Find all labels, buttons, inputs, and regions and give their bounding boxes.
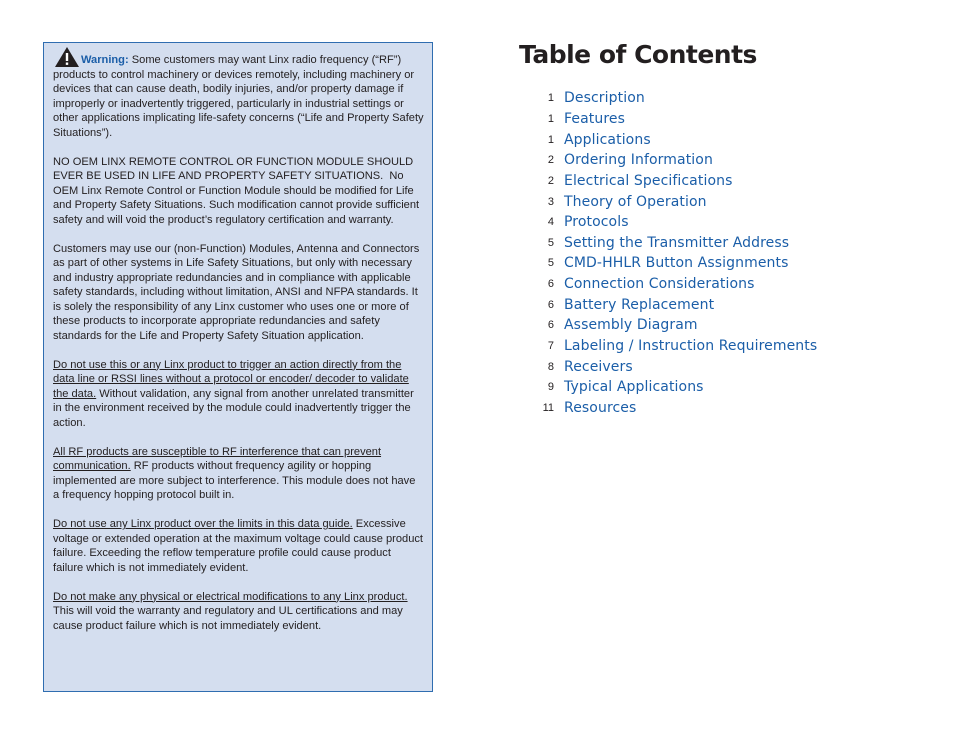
toc-page-number: 4 xyxy=(547,216,554,229)
toc-page-number: 6 xyxy=(547,278,554,291)
toc-entry xyxy=(530,191,850,212)
toc-page-number: 2 xyxy=(547,174,554,187)
toc-page-number: 1 xyxy=(547,112,554,125)
customers-paragraph: Customers may use our (non-Function) Modules, Antenna and Connectors as part of other systems in Life Safety Situations, but only with necessary and industry appropriate redundancies and in compliance with applicable safety standards, including without limitation, ANSI and NFPA standards. It is solely the responsibility of any Linx customer who uses one or more of these products to incorporate appropriate redundancies and safety standards for the Life and Property Safety Situation application. xyxy=(53,242,420,342)
toc-page-number: 2 xyxy=(547,154,554,167)
toc-entry xyxy=(530,336,850,357)
toc-entry xyxy=(530,315,850,336)
warning-label: Warning: xyxy=(81,54,129,66)
rf-body: RF products without frequency agility or hopping implemented are more subject to interference. This module does not have a frequency hopping protocol built in. xyxy=(53,460,416,501)
toc-link-receivers[interactable]: Receivers xyxy=(564,358,633,375)
toc-link-applications[interactable]: Applications xyxy=(564,131,651,148)
oem-body: No OEM Linx Remote Control or Function Module should be modified for Life and Property Safety Situations. Such modification cannot provide sufficient safety and will void the product’s regulatory certification and warranty. xyxy=(53,170,420,226)
toc-entry xyxy=(530,109,850,130)
toc-link-electrical-specifications[interactable]: Electrical Specifications xyxy=(564,172,733,189)
limits-body: Excessive voltage or extended operation at the maximum voltage could cause product failure. Exceeding the reflow temperature profile could cause product failure which is not immediately evident. xyxy=(53,518,424,574)
toc-entry xyxy=(530,274,850,295)
rf-paragraph xyxy=(53,445,424,503)
oem-paragraph xyxy=(53,155,424,228)
toc-entry xyxy=(530,88,850,109)
toc-link-button-assignments[interactable]: CMD-HHLR Button Assignments xyxy=(564,255,789,272)
toc-link-resources[interactable]: Resources xyxy=(564,399,637,416)
oem-heading: NO OEM LINX REMOTE CONTROL OR FUNCTION MODULE SHOULD EVER BE USED IN LIFE AND PROPERTY SAFETY SITUATIONS. xyxy=(53,155,414,182)
toc-page-number: 1 xyxy=(547,92,554,105)
toc-link-theory-of-operation[interactable]: Theory of Operation xyxy=(564,193,707,210)
toc-page-number: 7 xyxy=(547,340,554,352)
warning-intro-text: Some customers may want Linx radio frequency (“RF”) products to control machinery or devices remotely, including machinery or devices that can cause death, bodily injuries, and/or property damage if improperly or inadvertently triggered, particularly in industrial settings or other applications implicating life-safety concerns (“Life and Property Safety Situations”). xyxy=(53,54,424,139)
toc-link-setting-transmitter-address[interactable]: Setting the Transmitter Address xyxy=(564,234,790,251)
rf-heading: All RF products are susceptible to RF interference that can prevent communication. xyxy=(53,445,382,472)
toc-entry xyxy=(530,212,850,233)
trigger-paragraph xyxy=(53,358,424,431)
toc-entry xyxy=(530,129,850,150)
trigger-heading: Do not use this or any Linx product to trigger an action directly from the data line or RSSI lines without a protocol or encoder/ decoder to validate the data. xyxy=(53,358,409,400)
mods-paragraph xyxy=(53,590,424,634)
warning-intro-paragraph xyxy=(53,47,424,140)
toc-title: Table of Contents xyxy=(519,40,757,69)
toc-entry xyxy=(530,232,850,253)
limits-heading: Do not use any Linx product over the limits in this data guide. xyxy=(53,518,353,530)
trigger-body: Without validation, any signal from another unrelated transmitter in the environment received by the module could inadvertently trigger the action. xyxy=(53,387,414,429)
toc-page-number: 6 xyxy=(547,319,554,332)
toc-entry xyxy=(530,398,850,419)
toc-link-assembly-diagram[interactable]: Assembly Diagram xyxy=(564,317,698,334)
toc-entry xyxy=(530,253,850,274)
toc-entry xyxy=(530,171,850,192)
toc-link-battery-replacement[interactable]: Battery Replacement xyxy=(564,296,715,313)
toc-link-labeling-instruction-requirements[interactable]: Labeling / Instruction Requirements xyxy=(564,338,818,354)
toc-page-number: 5 xyxy=(547,236,554,249)
toc-link-connection-considerations[interactable]: Connection Considerations xyxy=(564,276,755,293)
toc-page-number: 11 xyxy=(542,401,554,414)
toc-link-ordering-information[interactable]: Ordering Information xyxy=(564,152,713,169)
toc-page-number: 3 xyxy=(547,195,554,208)
warning-box xyxy=(43,42,433,692)
toc-entry xyxy=(530,150,850,171)
limits-paragraph xyxy=(53,517,424,575)
toc-page-number: 9 xyxy=(547,381,554,394)
toc-page-number: 8 xyxy=(547,360,554,373)
toc-link-features[interactable]: Features xyxy=(564,110,625,127)
toc-entry xyxy=(530,294,850,315)
mods-heading: Do not make any physical or electrical modifications to any Linx product. xyxy=(53,590,408,603)
toc-entry xyxy=(530,377,850,398)
mods-body: This will void the warranty and regulatory and UL certifications and may cause product failure which is not immediately evident. xyxy=(53,605,403,632)
warning-triangle-icon xyxy=(55,47,79,67)
toc-entry xyxy=(530,356,850,377)
toc-link-protocols[interactable]: Protocols xyxy=(564,214,629,231)
toc-list xyxy=(530,88,850,418)
toc-link-typical-applications[interactable]: Typical Applications xyxy=(564,379,704,396)
toc-page-number: 5 xyxy=(547,257,554,270)
toc-page-number: 6 xyxy=(547,298,554,311)
toc-page-number: 1 xyxy=(547,133,554,146)
toc-link-description[interactable]: Description xyxy=(564,90,645,107)
